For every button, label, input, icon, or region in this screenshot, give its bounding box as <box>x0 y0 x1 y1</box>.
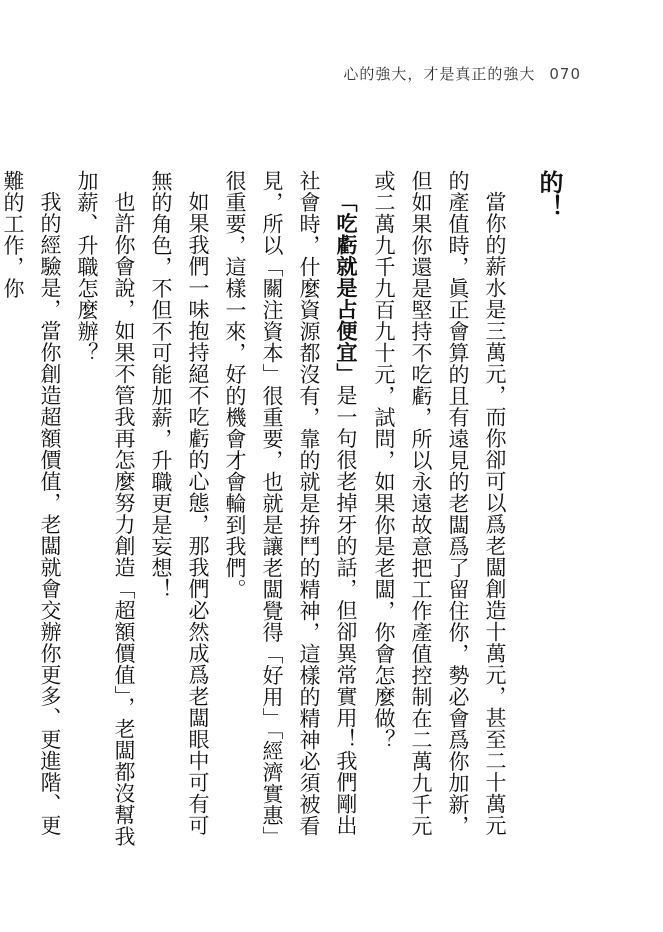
paragraph-2 <box>216 170 365 850</box>
paragraph-3: 如果我們一味抱持絕不吃虧的心態，那我們必然成爲老闆眼中可有可無的角色，不但不可能加薪，升職更是妄想！ <box>149 170 210 836</box>
running-header <box>343 63 581 84</box>
paragraph-2-text: 是一句很老掉牙的話，但卻異常實用！我們剛出社會時，什麼資源都沒有，靠的就是拚鬥的精神，這樣的精神必須被看見，所以「關注資本」很重要，也就是讓老闆覺得「好用」「經濟實惠」很重要，這樣一來，好的機會才會輪到我們。 <box>223 170 358 848</box>
body-text <box>0 170 568 850</box>
paragraph-5: 我的經驗是，當你創造超額價值，老闆就會交辦你更多、更進階、更難的工作，你 <box>1 170 62 836</box>
page-number: 070 <box>549 65 581 83</box>
paragraph-1: 當你的薪水是三萬元，而你卻可以爲老闆創造十萬元，甚至二十萬元的產值時，眞正會算的且有遠見的老闆爲了留住你，勢必會爲你加新，但如果你還是堅持不吃虧，所以永遠故意把工作產值控制在二萬九千元或二萬九千九百九十元，試問，如果你是老闆，你會怎麼做？ <box>372 170 507 837</box>
bold-phrase: 「吃虧就是占便宜」 <box>334 191 359 385</box>
heading-fragment: 的！ <box>535 170 564 219</box>
paragraph-4: 也許你會說，如果不管我再怎麼努力創造「超額價值」，老闆都沒幫我加薪、升職怎麼辦？ <box>75 170 136 847</box>
chapter-title: 心的強大，才是真正的強大 <box>343 65 536 83</box>
